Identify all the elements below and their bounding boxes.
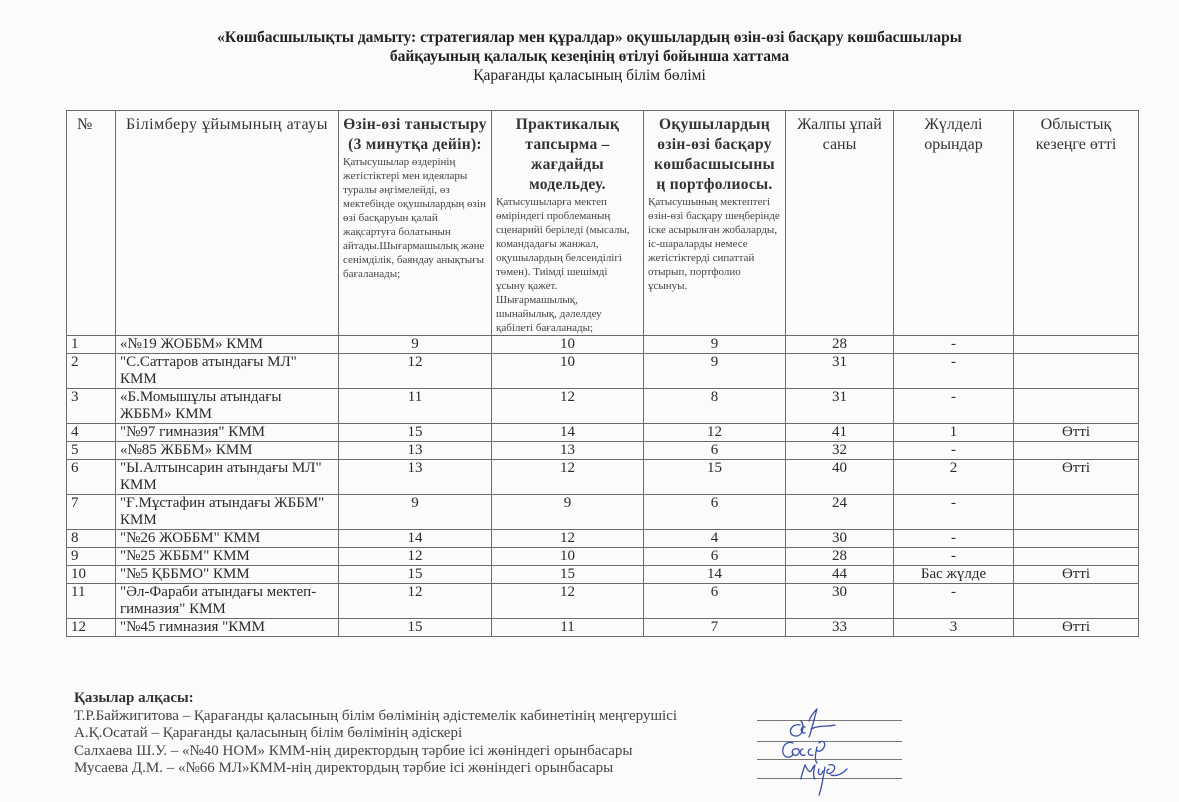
total-score: 24 bbox=[786, 495, 894, 530]
self-intro-score: 13 bbox=[339, 460, 492, 495]
practical-score: 12 bbox=[492, 584, 644, 619]
self-intro-score: 11 bbox=[339, 389, 492, 424]
total-score: 40 bbox=[786, 460, 894, 495]
prize-place: - bbox=[894, 530, 1014, 548]
regional-status: Өтті bbox=[1014, 566, 1139, 584]
self-intro-score: 15 bbox=[339, 424, 492, 442]
row-num: 5 bbox=[67, 442, 116, 460]
table-row bbox=[67, 442, 1139, 460]
prize-place: 2 bbox=[894, 460, 1014, 495]
total-score: 41 bbox=[786, 424, 894, 442]
regional-status bbox=[1014, 584, 1139, 619]
table-row bbox=[67, 460, 1139, 495]
regional-status bbox=[1014, 548, 1139, 566]
row-num: 11 bbox=[67, 584, 116, 619]
document-title bbox=[0, 28, 1179, 85]
total-score: 44 bbox=[786, 566, 894, 584]
title-line-2: байқауының қалалық кезеңінің өтілуі бойынша хаттама bbox=[389, 48, 790, 65]
header-org-name: Білімберу ұйымының атауы bbox=[116, 111, 339, 336]
self-intro-score: 14 bbox=[339, 530, 492, 548]
header-total-score: Жалпы ұпай саны bbox=[786, 111, 894, 336]
results-table bbox=[66, 110, 1139, 637]
portfolio-score: 9 bbox=[644, 354, 786, 389]
total-score: 28 bbox=[786, 548, 894, 566]
self-intro-score: 9 bbox=[339, 336, 492, 354]
table-row bbox=[67, 389, 1139, 424]
total-score: 30 bbox=[786, 584, 894, 619]
table-row bbox=[67, 424, 1139, 442]
table-row bbox=[67, 566, 1139, 584]
practical-score: 9 bbox=[492, 495, 644, 530]
portfolio-score: 6 bbox=[644, 548, 786, 566]
self-intro-score: 12 bbox=[339, 584, 492, 619]
total-score: 31 bbox=[786, 354, 894, 389]
org-name: "Ы.Алтынсарин атындағы МЛ" КММ bbox=[116, 460, 339, 495]
portfolio-score: 14 bbox=[644, 566, 786, 584]
portfolio-score: 7 bbox=[644, 619, 786, 637]
total-score: 31 bbox=[786, 389, 894, 424]
practical-score: 15 bbox=[492, 566, 644, 584]
total-score: 30 bbox=[786, 530, 894, 548]
header-portfolio: Оқушылардың өзін-өзі басқару көшбасшысыны ң портфолиосы. Қатысушының мектептегі өзін-өзі басқару шеңберінде іске асырылған жобаларды, іс-шараларды немесе жетістіктерді сипаттай отырып, портфолио ұсынуы. bbox=[644, 111, 786, 336]
jury-member: А.Қ.Осатай – Қарағанды қаласының білім бөлімінің әдіскері bbox=[74, 725, 463, 741]
prize-place: - bbox=[894, 495, 1014, 530]
table-row bbox=[67, 530, 1139, 548]
portfolio-score: 9 bbox=[644, 336, 786, 354]
practical-score: 12 bbox=[492, 530, 644, 548]
portfolio-score: 8 bbox=[644, 389, 786, 424]
row-num: 10 bbox=[67, 566, 116, 584]
regional-status: Өтті bbox=[1014, 424, 1139, 442]
header-num: № bbox=[67, 111, 116, 336]
row-num: 7 bbox=[67, 495, 116, 530]
total-score: 33 bbox=[786, 619, 894, 637]
table-row bbox=[67, 548, 1139, 566]
org-name: «№19 ЖОББМ» КММ bbox=[116, 336, 339, 354]
regional-status bbox=[1014, 530, 1139, 548]
header-regional-stage: Облыстық кезеңге өтті bbox=[1014, 111, 1139, 336]
jury-member: Т.Р.Байжигитова – Қарағанды қаласының білім бөлімінің әдістемелік кабинетінің меңгерушісі bbox=[74, 707, 678, 724]
prize-place: - bbox=[894, 389, 1014, 424]
portfolio-score: 6 bbox=[644, 442, 786, 460]
practical-score: 10 bbox=[492, 548, 644, 566]
regional-status bbox=[1014, 336, 1139, 354]
self-intro-score: 15 bbox=[339, 566, 492, 584]
org-name: "№5 ҚББМО" КММ bbox=[116, 566, 339, 584]
header-self-intro: Өзін-өзі таныстыру (3 минутқа дейін): Қатысушылар өздерінің жетістіктері мен идеялары туралы әңгімелейді, өз мектебінде оқушылардың өзін өзі басқаруын қалай жақсартуға болатынын айтады.Шығармашылық және сенімділік, баяндау анықтығы бағаланады; bbox=[339, 111, 492, 336]
header-prize-places: Жүлделі орындар bbox=[894, 111, 1014, 336]
self-intro-score: 12 bbox=[339, 548, 492, 566]
practical-score: 12 bbox=[492, 460, 644, 495]
org-name: "Әл-Фараби атындағы мектеп-гимназия" КММ bbox=[116, 584, 339, 619]
org-name: «№85 ЖББМ» КММ bbox=[116, 442, 339, 460]
table-row bbox=[67, 336, 1139, 354]
regional-status: Өтті bbox=[1014, 619, 1139, 637]
jury-member: Мусаева Д.М. – «№66 МЛ»КММ-нің директордың тәрбие ісі жөніндегі орынбасары bbox=[74, 760, 614, 776]
regional-status bbox=[1014, 495, 1139, 530]
org-name: "№97 гимназия" КММ bbox=[116, 424, 339, 442]
prize-place: 1 bbox=[894, 424, 1014, 442]
row-num: 12 bbox=[67, 619, 116, 637]
portfolio-score: 6 bbox=[644, 584, 786, 619]
practical-score: 12 bbox=[492, 389, 644, 424]
practical-score: 10 bbox=[492, 336, 644, 354]
practical-score: 13 bbox=[492, 442, 644, 460]
self-intro-score: 9 bbox=[339, 495, 492, 530]
jury-member: Салхаева Ш.У. – «№40 НОМ» КММ-нің директордың тәрбие ісі жөніндегі орынбасары bbox=[74, 742, 633, 759]
prize-place: - bbox=[894, 354, 1014, 389]
portfolio-score: 6 bbox=[644, 495, 786, 530]
portfolio-score: 15 bbox=[644, 460, 786, 495]
table-row bbox=[67, 495, 1139, 530]
handwritten-signatures-icon bbox=[775, 703, 885, 798]
row-num: 6 bbox=[67, 460, 116, 495]
jury-section bbox=[74, 690, 677, 778]
row-num: 1 bbox=[67, 336, 116, 354]
row-num: 3 bbox=[67, 389, 116, 424]
header-practical-task: Практикалық тапсырма – жағдайды модельдеу. Қатысушыларға мектеп өміріндегі проблеманың сценарийі беріледі (мысалы, командадағы жанжал, оқушылардың белсенділігі төмен). Тиімді шешімді ұсыну қажет. Шығармашылық, шынайылық, дәлелдеу қабілеті бағаланады; bbox=[492, 111, 644, 336]
practical-score: 10 bbox=[492, 354, 644, 389]
prize-place: - bbox=[894, 336, 1014, 354]
row-num: 2 bbox=[67, 354, 116, 389]
regional-status bbox=[1014, 442, 1139, 460]
self-intro-score: 12 bbox=[339, 354, 492, 389]
prize-place: - bbox=[894, 442, 1014, 460]
org-name: "№25 ЖББМ" КММ bbox=[116, 548, 339, 566]
regional-status bbox=[1014, 354, 1139, 389]
prize-place: - bbox=[894, 548, 1014, 566]
title-line-1: «Көшбасшылықты дамыту: стратегиялар мен құралдар» оқушылардың өзін-өзі басқару көшбасшылары bbox=[217, 29, 962, 46]
table-row bbox=[67, 354, 1139, 389]
portfolio-score: 4 bbox=[644, 530, 786, 548]
prize-place: Бас жүлде bbox=[894, 566, 1014, 584]
table-header-row bbox=[67, 111, 1139, 336]
jury-title: Қазылар алқасы: bbox=[74, 690, 194, 706]
total-score: 28 bbox=[786, 336, 894, 354]
practical-score: 11 bbox=[492, 619, 644, 637]
org-name: "№45 гимназия "КММ bbox=[116, 619, 339, 637]
self-intro-score: 13 bbox=[339, 442, 492, 460]
table-row bbox=[67, 619, 1139, 637]
row-num: 9 bbox=[67, 548, 116, 566]
table-row bbox=[67, 584, 1139, 619]
practical-score: 14 bbox=[492, 424, 644, 442]
row-num: 8 bbox=[67, 530, 116, 548]
prize-place: 3 bbox=[894, 619, 1014, 637]
org-name: "С.Саттаров атындағы МЛ" КММ bbox=[116, 354, 339, 389]
regional-status: Өтті bbox=[1014, 460, 1139, 495]
prize-place: - bbox=[894, 584, 1014, 619]
total-score: 32 bbox=[786, 442, 894, 460]
row-num: 4 bbox=[67, 424, 116, 442]
regional-status bbox=[1014, 389, 1139, 424]
org-name: "№26 ЖОББМ" КММ bbox=[116, 530, 339, 548]
portfolio-score: 12 bbox=[644, 424, 786, 442]
self-intro-score: 15 bbox=[339, 619, 492, 637]
org-name: "Ғ.Мұстафин атындағы ЖББМ" КММ bbox=[116, 495, 339, 530]
org-name: «Б.Момышұлы атындағы ЖББМ» КММ bbox=[116, 389, 339, 424]
title-line-3: Қарағанды қаласының білім бөлімі bbox=[473, 67, 706, 84]
